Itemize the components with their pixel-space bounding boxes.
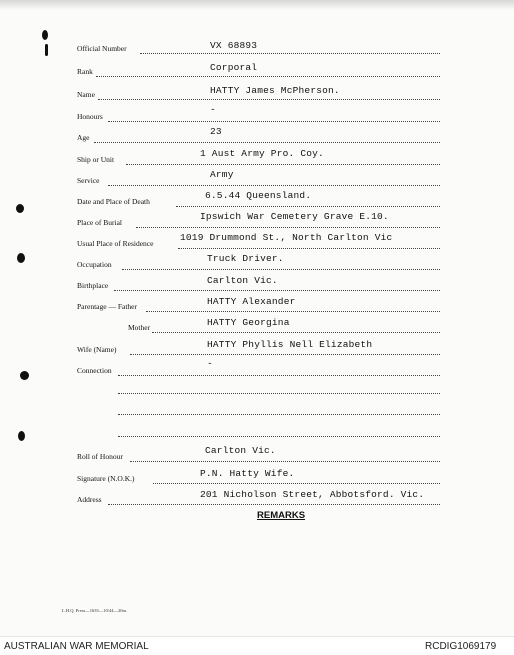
remarks-heading: REMARKS — [257, 510, 306, 521]
field-label: Official Number — [77, 44, 127, 53]
field-value: HATTY Alexander — [207, 296, 296, 307]
dotted-line — [108, 185, 440, 186]
dotted-line — [96, 76, 440, 77]
dotted-line — [126, 164, 440, 165]
scan-edge — [0, 0, 514, 10]
field-value: Army — [210, 169, 234, 180]
field-label: Honours — [77, 112, 103, 121]
field-value: Carlton Vic. — [205, 445, 276, 456]
field-label: Name — [77, 90, 95, 99]
field-value: Carlton Vic. — [207, 275, 278, 286]
field-value: Truck Driver. — [207, 253, 284, 264]
field-value: - — [207, 358, 213, 369]
dotted-line — [152, 332, 440, 333]
dotted-line — [122, 269, 440, 270]
punch-hole — [16, 204, 24, 213]
field-label: Roll of Honour — [77, 452, 123, 461]
blank-line — [118, 436, 440, 437]
punch-hole — [18, 431, 25, 441]
field-label: Connection — [77, 366, 112, 375]
dotted-line — [108, 504, 440, 505]
field-label: Wife (Name) — [77, 345, 117, 354]
blank-line — [118, 393, 440, 394]
field-label: Date and Place of Death — [77, 197, 150, 206]
field-value: VX 68893 — [210, 40, 258, 51]
field-label: Ship or Unit — [77, 155, 115, 164]
dotted-line — [118, 375, 440, 376]
field-label: Occupation — [77, 260, 112, 269]
field-value: Corporal — [210, 62, 258, 73]
dotted-line — [130, 354, 440, 355]
field-value: HATTY Georgina — [207, 317, 290, 328]
field-label: Rank — [77, 67, 93, 76]
dotted-line — [130, 461, 440, 462]
field-value: 201 Nicholson Street, Abbotsford. Vic. — [200, 489, 425, 500]
field-label: Birthplace — [77, 281, 109, 290]
dotted-line — [114, 290, 440, 291]
printer-line: L.H.Q. Press—1635—10/44—20m. — [62, 608, 128, 613]
field-label: Address — [77, 495, 102, 504]
field-label: Service — [77, 176, 100, 185]
field-label: Parentage — Father — [77, 302, 137, 311]
footer-credit: AUSTRALIAN WAR MEMORIAL — [4, 641, 149, 652]
field-label: Place of Burial — [77, 218, 122, 227]
punch-hole — [17, 253, 25, 263]
dotted-line — [153, 483, 440, 484]
field-value: HATTY James McPherson. — [210, 85, 340, 96]
field-label: Age — [77, 133, 90, 142]
field-value: P.N. Hatty Wife. — [200, 468, 295, 479]
field-label: Usual Place of Residence — [77, 239, 154, 248]
dotted-line — [136, 227, 440, 228]
field-label: Signature (N.O.K.) — [77, 474, 135, 483]
dotted-line — [176, 206, 440, 207]
field-value: 1019 Drummond St., North Carlton Vic — [180, 232, 393, 243]
punch-hole — [42, 30, 48, 40]
field-value: 6.5.44 Queensland. — [205, 190, 312, 201]
dotted-line — [146, 311, 440, 312]
field-value: - — [210, 104, 216, 115]
dotted-line — [108, 121, 440, 122]
dotted-line — [98, 99, 440, 100]
dotted-line — [178, 248, 440, 249]
field-value: 1 Aust Army Pro. Coy. — [200, 148, 324, 159]
punch-hole — [45, 44, 48, 56]
field-value: HATTY Phyllis Nell Elizabeth — [207, 339, 373, 350]
footer-record-id: RCDIG1069179 — [425, 641, 497, 652]
blank-line — [118, 414, 440, 415]
field-value: Ipswich War Cemetery Grave E.10. — [200, 211, 389, 222]
punch-hole — [20, 371, 29, 380]
field-label: Mother — [128, 323, 151, 332]
dotted-line — [140, 53, 440, 54]
field-value: 23 — [210, 126, 222, 137]
dotted-line — [94, 142, 440, 143]
